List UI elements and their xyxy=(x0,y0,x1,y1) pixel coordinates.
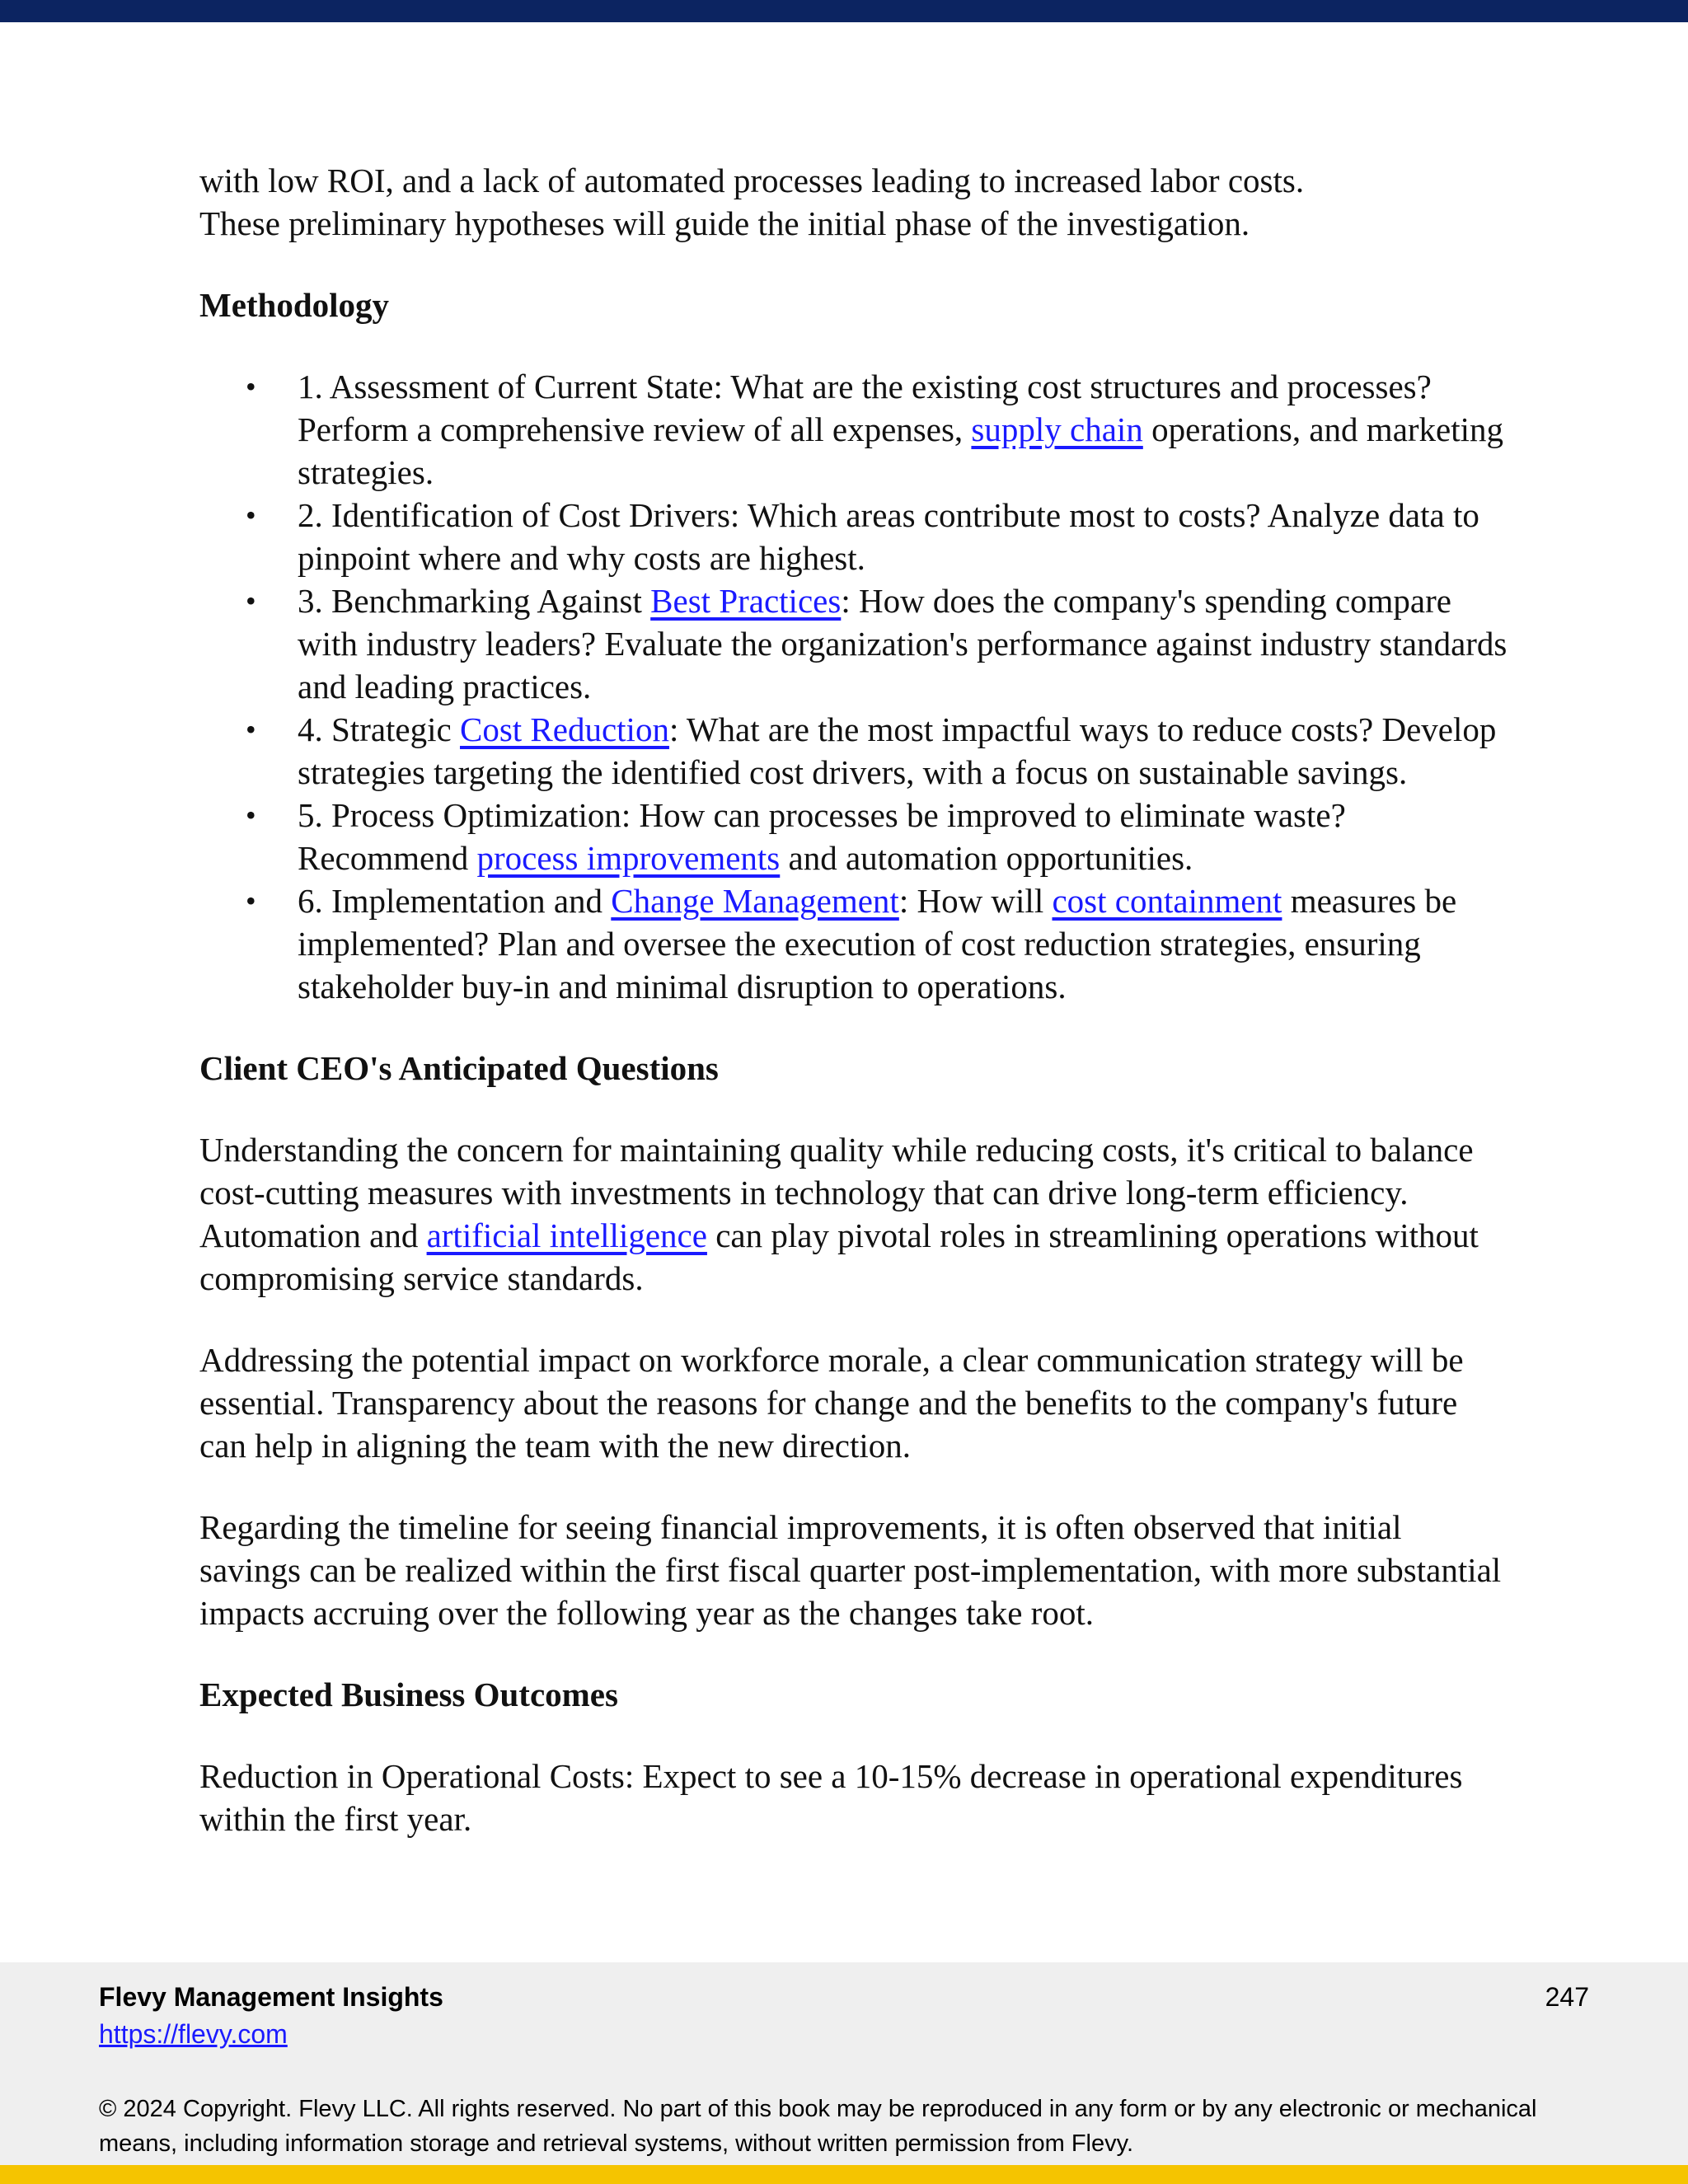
item-1-text-end: operations, and marketing strategies. xyxy=(298,410,1504,491)
item-5-text-end: and automation opportunities. xyxy=(780,839,1193,877)
methodology-list xyxy=(199,365,1510,1008)
footer-title: Flevy Management Insights xyxy=(99,1982,443,2012)
link-process-improvements[interactable]: process improvements xyxy=(476,839,781,877)
methodology-item-3 xyxy=(298,579,1510,708)
outcomes-paragraph-1: Reduction in Operational Costs: Expect to see a 10-15% decrease in operational expenditures within the first year. xyxy=(199,1757,1463,1838)
link-best-practices[interactable]: Best Practices xyxy=(650,582,842,620)
methodology-item-5 xyxy=(298,794,1510,879)
intro-paragraph xyxy=(199,159,1510,245)
item-3-text: 3. Benchmarking Against xyxy=(298,582,651,620)
item-6-text-end: measures be implemented? Plan and oversee the execution of cost reduction strategies, ensuring stakeholder buy-in and minimal disruption to operations. xyxy=(298,882,1457,1005)
footer-link[interactable]: https://flevy.com xyxy=(99,2019,288,2049)
link-artificial-intelligence[interactable]: artificial intelligence xyxy=(426,1216,707,1254)
link-cost-containment[interactable]: cost containment xyxy=(1052,882,1282,920)
item-5-text: 5. Process Optimization: How can processes be improved to eliminate waste? Recommend xyxy=(298,796,1346,877)
copyright-notice: © 2024 Copyright. Flevy LLC. All rights reserved. No part of this book may be reproduced in any form or by any electronic or mechanical means, including information storage and retrieval systems, without written permission from Flevy. xyxy=(99,2096,1537,2157)
intro-line-2: These preliminary hypotheses will guide the initial phase of the investigation. xyxy=(199,204,1250,242)
methodology-item-6 xyxy=(298,879,1510,1008)
ceo-paragraph-2: Addressing the potential impact on workforce morale, a clear communication strategy will be essential. Transparency about the reasons for change and the benefits to the company's future can help in aligning the team with the new direction. xyxy=(199,1341,1464,1465)
item-1-text: 1. Assessment of Current State: What are the existing cost structures and processes? Perform a comprehensive review of all expenses, xyxy=(298,368,1432,448)
intro-line-1: with low ROI, and a lack of automated processes leading to increased labor costs. xyxy=(199,162,1305,199)
link-supply-chain[interactable]: supply chain xyxy=(971,410,1143,448)
link-change-management[interactable]: Change Management xyxy=(611,882,899,920)
bottom-accent-bar xyxy=(0,2165,1688,2184)
top-accent-bar xyxy=(0,0,1688,22)
item-4-text: 4. Strategic xyxy=(298,710,460,748)
item-6-text: 6. Implementation and xyxy=(298,882,612,920)
item-2-text: 2. Identification of Cost Drivers: Which areas contribute most to costs? Analyze data to pinpoint where and why costs are highest. xyxy=(298,496,1479,577)
methodology-item-4 xyxy=(298,708,1510,794)
ceo-questions-heading: Client CEO's Anticipated Questions xyxy=(199,1049,719,1087)
page-number: 247 xyxy=(1545,1982,1589,2012)
methodology-item-2 xyxy=(298,494,1510,579)
ceo-paragraph-3: Regarding the timeline for seeing financial improvements, it is often observed that initial savings can be realized within the first fiscal quarter post-implementation, with more substantial impacts accruing over the following year as the changes take root. xyxy=(199,1508,1502,1632)
page-footer xyxy=(0,1962,1688,2165)
item-6-text-mid: : How will xyxy=(898,882,1053,920)
item-3-text-end: : How does the company's spending compare with industry leaders? Evaluate the organization's performance against industry standards and leading practices. xyxy=(298,582,1507,705)
methodology-item-1 xyxy=(298,365,1510,494)
ceo-paragraph-1 xyxy=(199,1128,1510,1300)
item-4-text-end: : What are the most impactful ways to reduce costs? Develop strategies targeting the identified cost drivers, with a focus on sustainable savings. xyxy=(298,710,1497,791)
outcomes-heading: Expected Business Outcomes xyxy=(199,1675,618,1713)
page-content xyxy=(199,159,1510,1840)
ceo-p1-text: Understanding the concern for maintaining quality while reducing costs, it's critical to balance cost-cutting measures with investments in technology that can drive long-term efficiency. Automation and xyxy=(199,1131,1474,1254)
methodology-heading: Methodology xyxy=(199,286,390,324)
ceo-p1-text-end: can play pivotal roles in streamlining operations without compromising service standards. xyxy=(199,1216,1479,1297)
link-cost-reduction[interactable]: Cost Reduction xyxy=(459,710,669,748)
